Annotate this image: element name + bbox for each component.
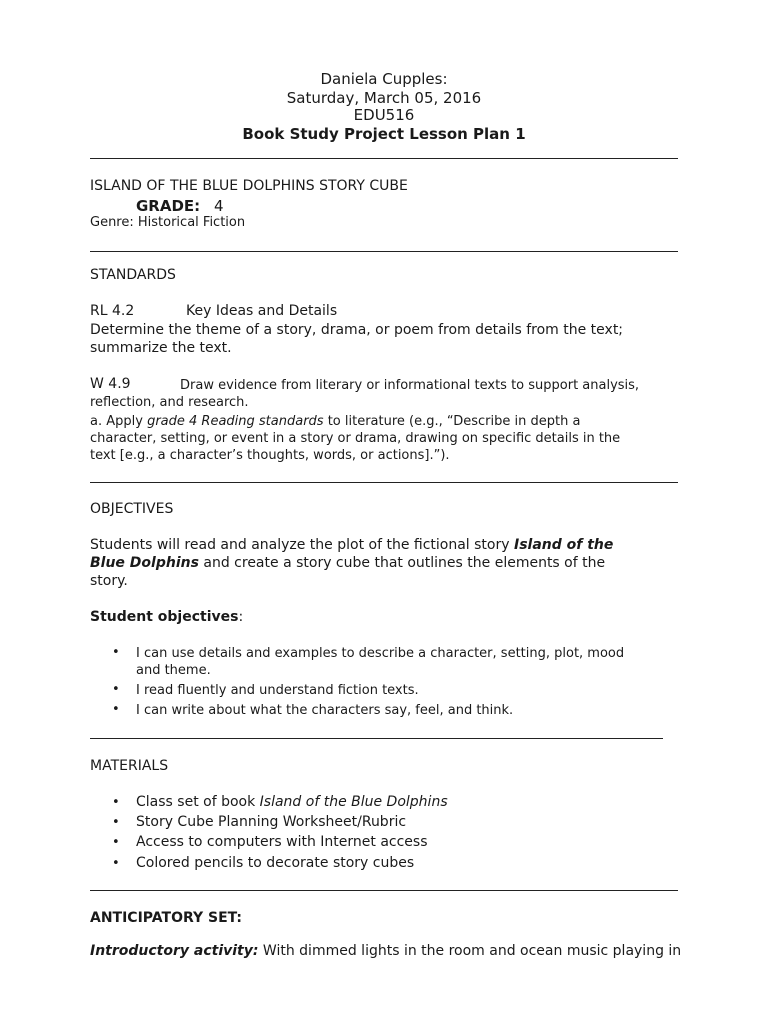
- w-text: a. Apply grade 4 Reading standards to literature (e.g., “Describe in depth a: [90, 414, 581, 429]
- author-name: Daniela Cupples:: [320, 70, 448, 88]
- divider: [90, 482, 678, 483]
- list-item: Story Cube Planning Worksheet/Rubric: [136, 814, 407, 830]
- objectives-text: Students will read and analyze the plot of the fictional story Island of the: [90, 537, 614, 553]
- rl-text: summarize the text.: [90, 340, 232, 356]
- student-objectives-heading: Student objectives:: [90, 609, 244, 625]
- w-code: W 4.9: [90, 376, 131, 392]
- anticipatory-text: Introductory activity: With dimmed lights in the room and ocean music playing in: [90, 943, 682, 959]
- anticipatory-heading: ANTICIPATORY SET:: [90, 910, 243, 926]
- bullet-icon: •: [112, 645, 120, 660]
- bullet-icon: •: [112, 682, 120, 697]
- grade-value: 4: [214, 197, 224, 215]
- list-item: I read fluently and understand fiction texts.: [136, 683, 419, 698]
- list-item: and theme.: [136, 663, 211, 678]
- document-title: Book Study Project Lesson Plan 1: [242, 125, 526, 143]
- w-title: Draw evidence from literary or informational texts to support analysis,: [180, 378, 640, 393]
- rl-title: Key Ideas and Details: [186, 303, 338, 319]
- genre: Genre: Historical Fiction: [90, 215, 246, 230]
- w-text: reflection, and research.: [90, 395, 249, 410]
- bullet-icon: •: [112, 815, 120, 830]
- objectives-heading: OBJECTIVES: [90, 501, 174, 517]
- list-item: I can write about what the characters say, feel, and think.: [136, 703, 514, 718]
- w-text: text [e.g., a character’s thoughts, words, or actions].”).: [90, 448, 450, 463]
- divider: [90, 890, 678, 891]
- course-code: EDU516: [353, 106, 415, 124]
- rl-text: Determine the theme of a story, drama, or poem from details from the text;: [90, 322, 624, 338]
- standards-heading: STANDARDS: [90, 267, 176, 283]
- rl-code: RL 4.2: [90, 303, 135, 319]
- bullet-icon: •: [112, 702, 120, 717]
- list-item: Colored pencils to decorate story cubes: [136, 855, 415, 871]
- list-item: I can use details and examples to describe a character, setting, plot, mood: [136, 646, 625, 661]
- grade-label: GRADE:: [136, 197, 201, 215]
- list-item: Access to computers with Internet access: [136, 834, 428, 850]
- lesson-name: ISLAND OF THE BLUE DOLPHINS STORY CUBE: [90, 178, 408, 194]
- bullet-icon: •: [112, 795, 120, 810]
- objectives-text: Blue Dolphins and create a story cube that outlines the elements of the: [90, 555, 606, 571]
- bullet-icon: •: [112, 856, 120, 871]
- materials-heading: MATERIALS: [90, 758, 169, 774]
- objectives-text: story.: [90, 573, 128, 589]
- divider: [90, 251, 678, 252]
- bullet-icon: •: [112, 835, 120, 850]
- divider: [90, 158, 678, 159]
- w-text: character, setting, or event in a story or drama, drawing on specific details in the: [90, 431, 621, 446]
- divider: [90, 738, 663, 739]
- lesson-date: Saturday, March 05, 2016: [286, 89, 482, 107]
- list-item: Class set of book Island of the Blue Dolphins: [136, 794, 448, 810]
